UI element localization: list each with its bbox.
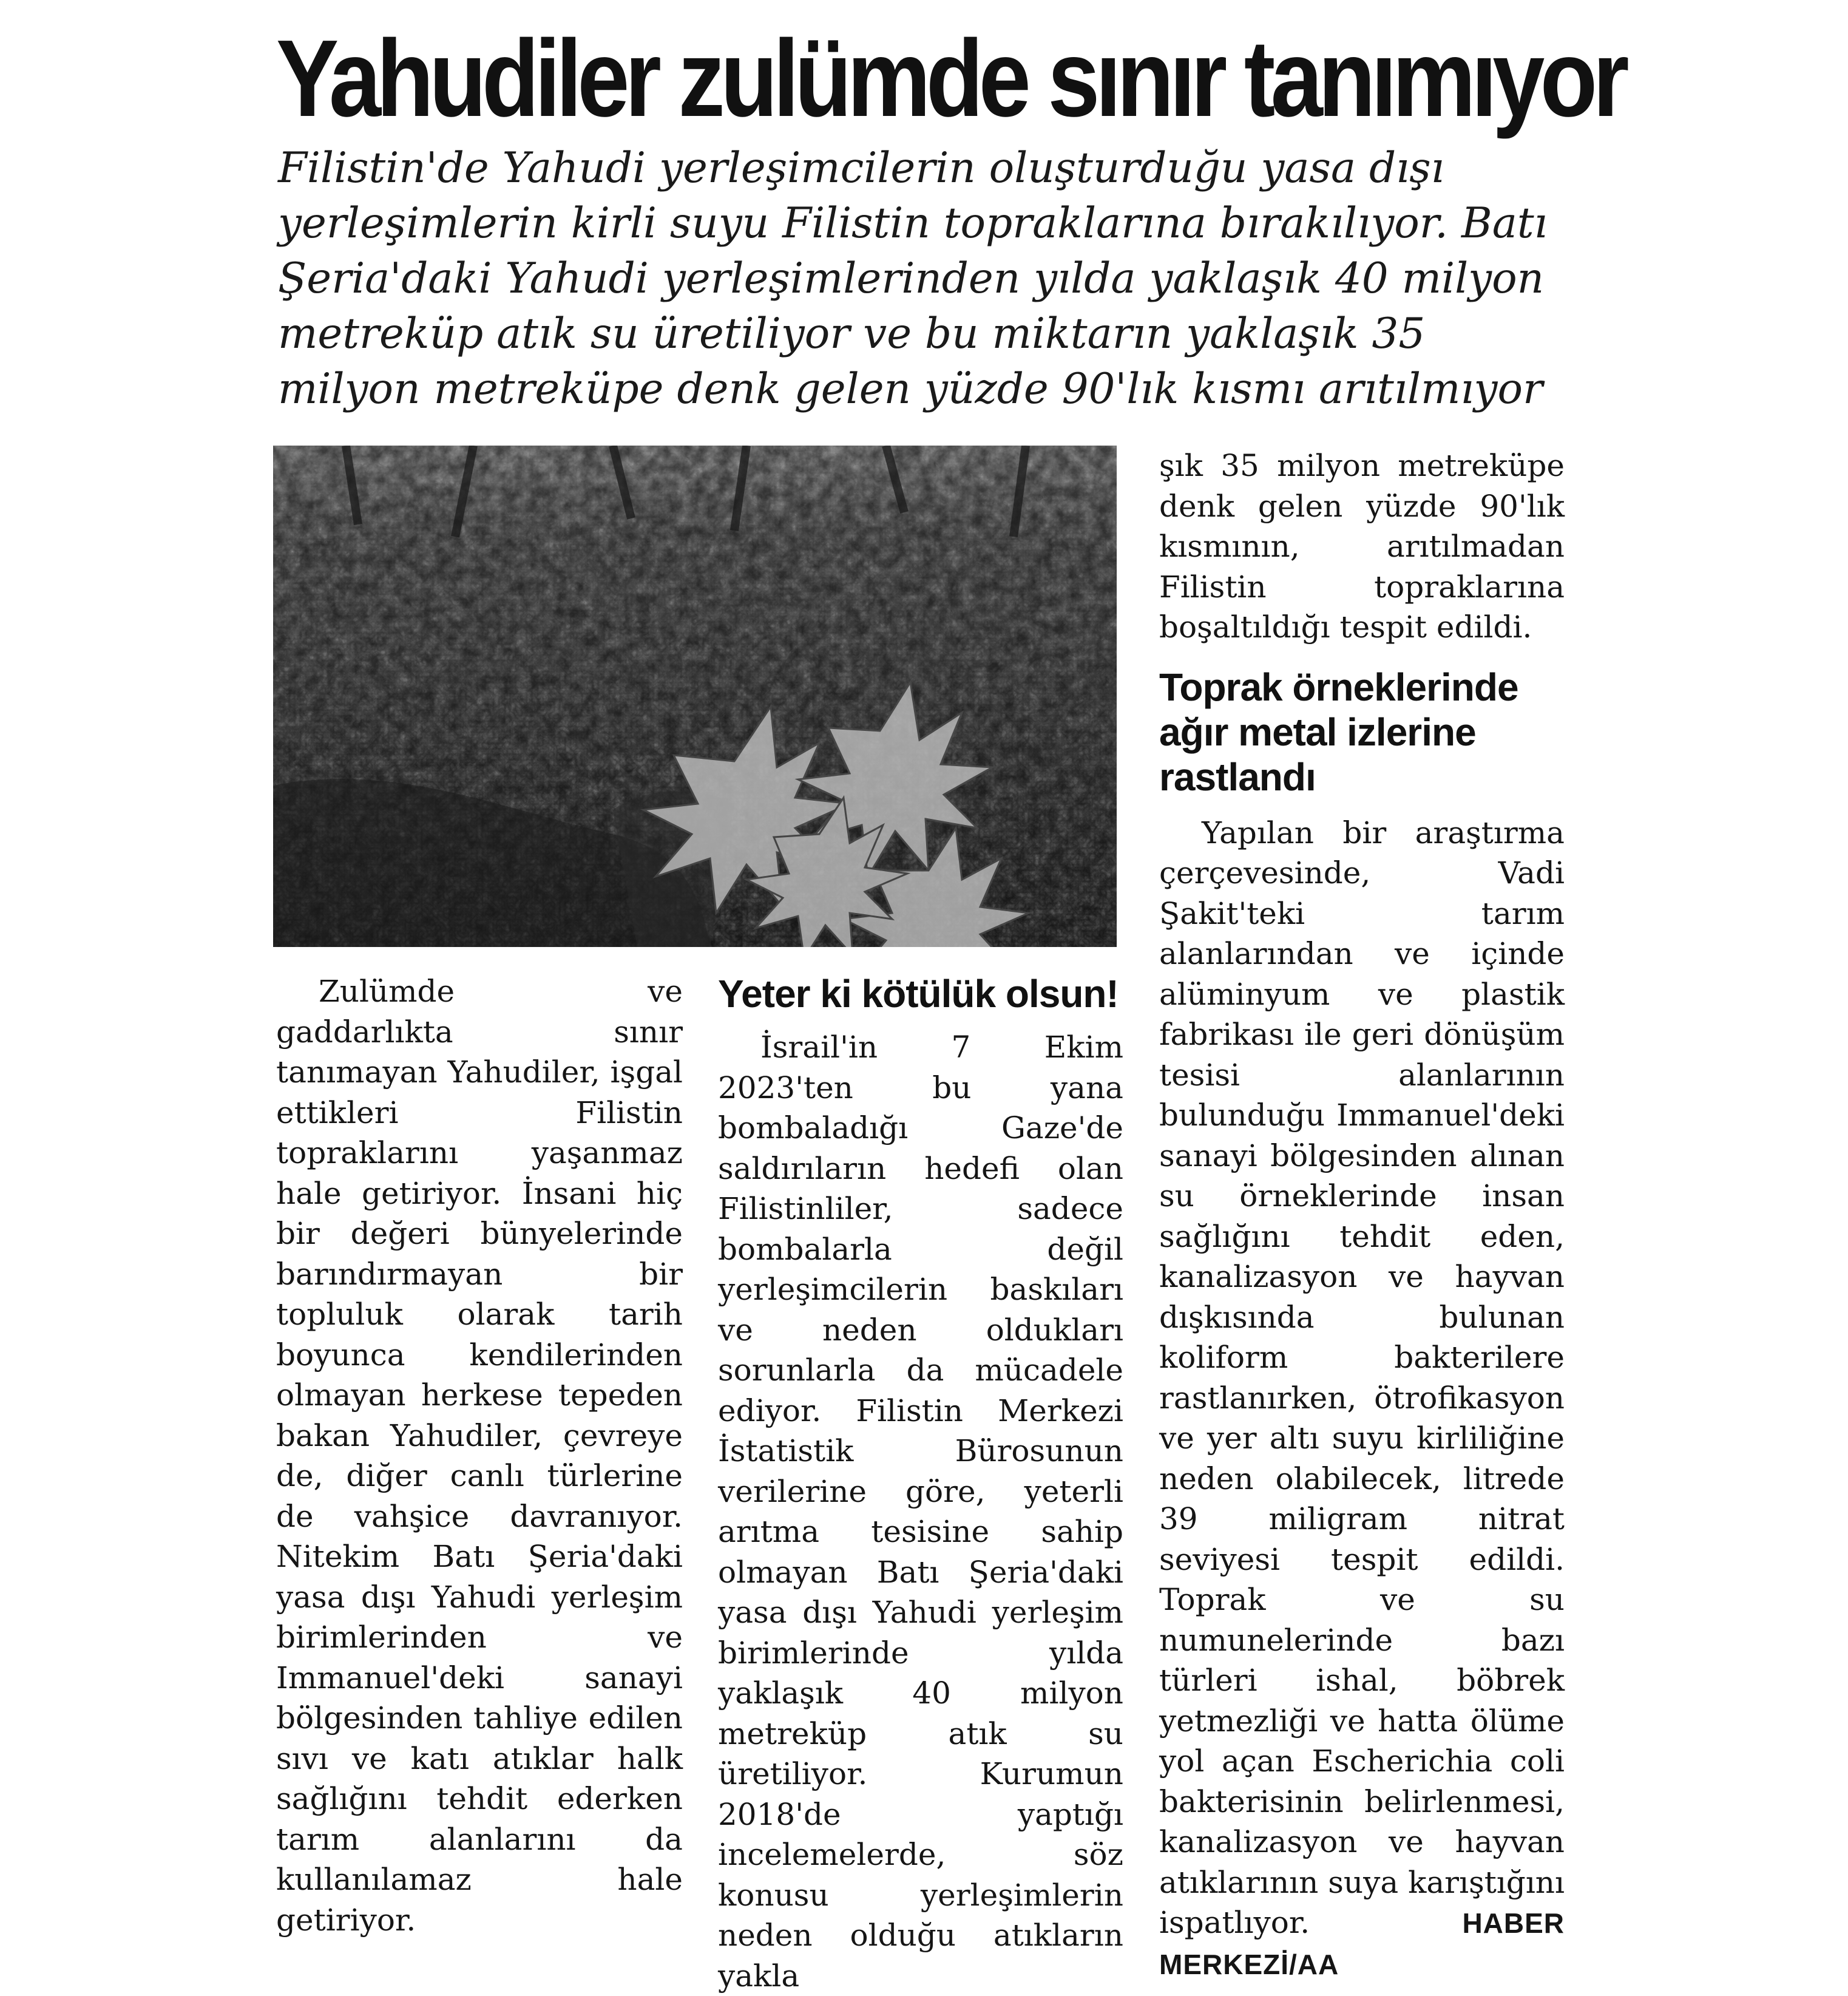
section2-body <box>1159 813 1565 1985</box>
body-intro: Zulümde ve gaddarlıkta sınır tanımayan Yahudiler, işgal ettikleri Filistin topraklarını yaşanmaz hale getiriyor. İnsani hiç bir değeri bünyelerinde barındırmayan bir topluluk olarak tarih boyunca kendilerinden olmayan herkese tepeden bakan Yahudiler, çevreye de, diğer canlı türlerine de vahşice davranıyor. Nitekim Batı Şeria'daki yasa dışı Yahudi yerleşim birimlerinden ve Immanuel'deki sanayi bölgesinden tahliye edilen sıvı ve katı atıklar halk sağlığını tehdit ederken tarım alanlarını da kullanılamaz hale getiriyor. <box>276 974 683 1938</box>
section2-title: Toprak örneklerinde ağır metal izlerine rastlandı <box>1159 665 1518 799</box>
headline: Yahudiler zulümde sınır tanımıyor <box>276 18 1625 140</box>
section2-text: Yapılan bir araştırma çerçevesinde, Vadi Şakit'teki tarım alanlarından ve içinde alüminyum ve plastik fabrikası ile geri dönüşüm tesisi alanlarının bulunduğu Immanuel'deki sanayi bölgesinden alınan su örneklerinde insan sağlığını tehdit eden, kanalizasyon ve hayvan dışkısında bulunan koliform bakterilere rastlanırken, ötrofikasyon ve yer altı suyu kirliliğine neden olabilecek, litrede 39 miligram nitrat seviyesi tespit edildi. Toprak ve su numunelerinde bazı türleri ishal, böbrek yetmezliği ve hatta ölüme yol açan Escherichia coli bakterisinin belirlenmesi, kanalizasyon ve hayvan atıklarının suya karıştığını ispatlıyor. <box>1159 815 1565 1940</box>
column-1 <box>276 971 683 1940</box>
section1-text: İsrail'in 7 Ekim 2023'ten bu yana bombaladığı Gaze'de saldırıların hedefi olan Filistinliler, sadece bombalarla değil yerleşimcilerin baskıları ve neden oldukları sorunlarla da mücadele ediyor. Filistin Merkezi İstatistik Bürosunun verilerine göre, yeterli arıtma tesisine sahip olmayan Batı Şeria'daki yasa dışı Yahudi yerleşim birimlerinde yılda yaklaşık 40 milyon metreküp atık su üretiliyor. Kurumun 2018'de yaptığı incelemelerde, söz konusu yerleşimlerin neden olduğu atıkların yakla <box>718 1030 1123 1994</box>
column-2 <box>718 971 1123 1996</box>
section1-title: Yeter ki kötülük olsun! <box>718 972 1119 1016</box>
column-3 <box>1159 446 1565 1984</box>
credit-line: HABER MERKEZİ/AA <box>1159 1907 1565 1980</box>
news-photo <box>273 446 1117 947</box>
spot-text: Filistin'de Yahudi yerleşimcilerin oluşturduğu yasa dışı yerleşimlerin kirli suyu Filistin topraklarına bırakılıyor. Batı Şeria'daki Yahudi yerleşimlerinden yılda yaklaşık 40 milyon metreküp atık su üretiliyor ve bu miktarın yaklaşık 35 milyon metreküpe denk gelen yüzde 90'lık kısmı arıtılmıyor <box>278 144 1548 413</box>
section1-continuation: şık 35 milyon metreküpe denk gelen yüzde 90'lık kısmının, arıtılmadan Filistin topraklarına boşaltıldığı tespit edildi. <box>1159 448 1565 645</box>
vegetation-photo-icon <box>273 446 1117 947</box>
